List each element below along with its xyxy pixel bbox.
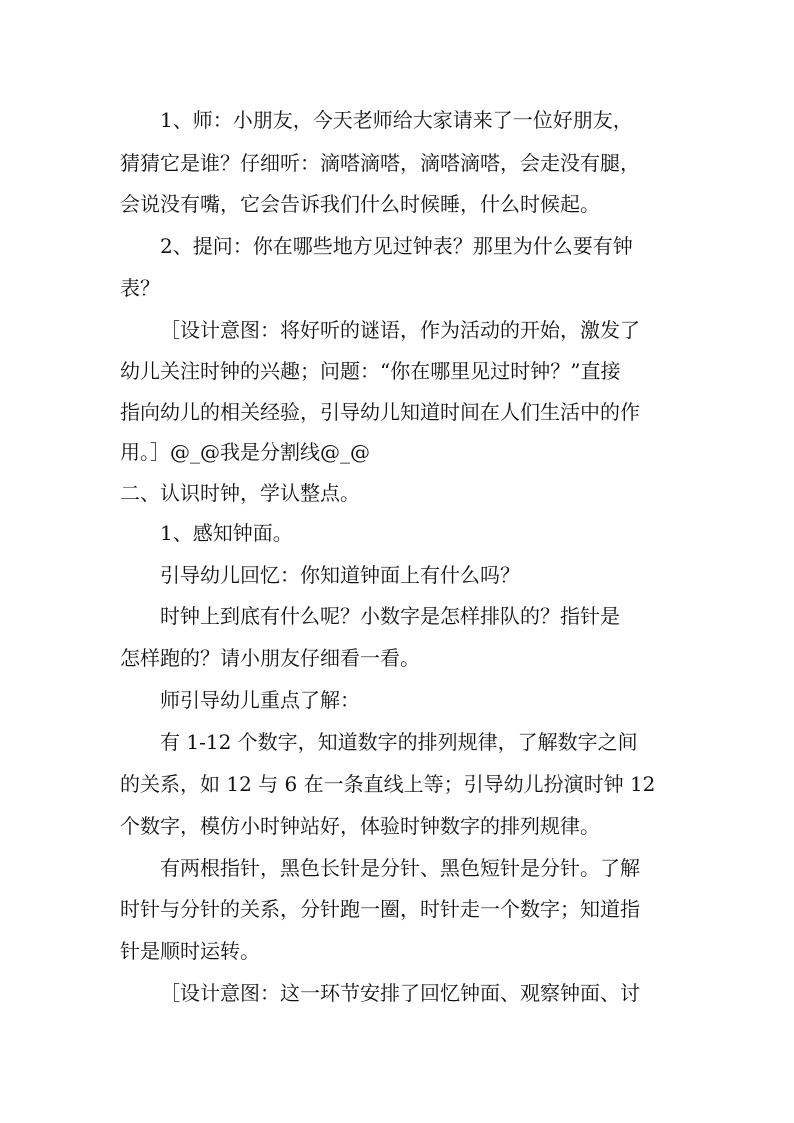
paragraph-line: 指向幼儿的相关经验，引导幼儿知道时间在人们生活中的作 bbox=[120, 400, 640, 424]
paragraph-line: 有两根指针，黑色长针是分针、黑色短针是分针。了解 bbox=[160, 856, 640, 880]
section-heading: 二、认识时钟，学认整点。 bbox=[120, 481, 360, 505]
paragraph-line: ［设计意图：将好听的谜语，作为活动的开始，激发了 bbox=[160, 318, 640, 342]
paragraph-line: 幼儿关注时钟的兴趣；问题：“你在哪里见过时钟？”直接 bbox=[120, 359, 621, 383]
paragraph-line: 时针与分针的关系，分针跑一圈，时针走一个数字；知道指 bbox=[120, 897, 640, 921]
paragraph-line: 引导幼儿回忆：你知道钟面上有什么吗？ bbox=[160, 563, 520, 587]
paragraph-line: 怎样跑的？请小朋友仔细看一看。 bbox=[120, 646, 420, 670]
paragraph-line: 猜猜它是谁？仔细听：滴嗒滴嗒，滴嗒滴嗒，会走没有腿， bbox=[120, 151, 640, 175]
paragraph-line: 个数字，模仿小时钟站好，体验时钟数字的排列规律。 bbox=[120, 814, 600, 838]
subsection-heading: 1、感知钟面。 bbox=[160, 521, 293, 545]
paragraph-line: ［设计意图：这一环节安排了回忆钟面、观察钟面、讨 bbox=[160, 981, 640, 1005]
paragraph-line: 1、师：小朋友，今天老师给大家请来了一位好朋友， bbox=[160, 108, 633, 132]
paragraph-line: 会说没有嘴，它会告诉我们什么时候睡，什么时候起。 bbox=[120, 192, 600, 216]
paragraph-line: 2、提问：你在哪些地方见过钟表？那里为什么要有钟 bbox=[160, 234, 633, 258]
paragraph-line: 表？ bbox=[120, 276, 160, 300]
paragraph-line: 师引导幼儿重点了解： bbox=[160, 688, 360, 712]
paragraph-line: 用。］@_@我是分割线@_@ bbox=[120, 440, 370, 464]
paragraph-line: 针是顺时运转。 bbox=[120, 939, 260, 963]
paragraph-line: 的关系，如 12 与 6 在一条直线上等；引导幼儿扮演时钟 12 bbox=[120, 772, 656, 796]
paragraph-line: 时钟上到底有什么呢？小数字是怎样排队的？指针是 bbox=[160, 604, 620, 628]
paragraph-line: 有 1-12 个数字，知道数字的排列规律，了解数字之间 bbox=[160, 730, 638, 754]
